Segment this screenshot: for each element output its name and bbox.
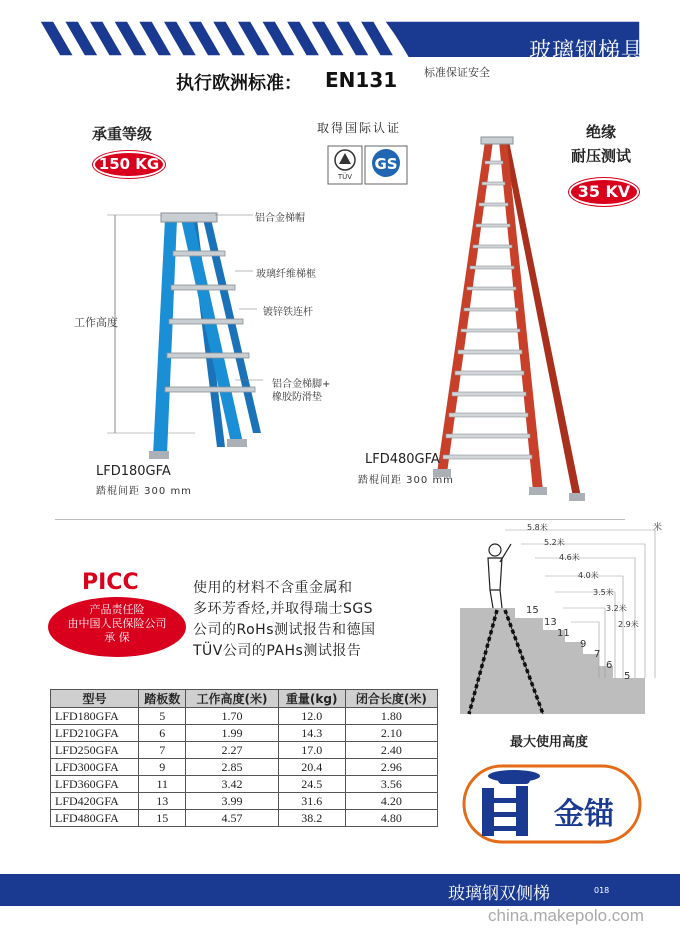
table-row [51, 759, 438, 776]
brand-name: 金锚 [554, 797, 614, 832]
picc-badge-line3: 承 保 [104, 631, 130, 644]
materials-line3: 公司的RoHs测试报告和德国 [193, 622, 376, 638]
cell-weight: 31.6 [278, 793, 345, 810]
large-ladder-model: LFD480GFA [365, 452, 440, 467]
callout-rubber-pad: 橡胶防滑垫 [272, 392, 322, 403]
height-label-4.0: 4.0米 [578, 571, 599, 580]
cell-weight: 24.5 [278, 776, 345, 793]
cell-model: LFD480GFA [51, 810, 139, 827]
cell-steps: 11 [139, 776, 186, 793]
table-row [51, 725, 438, 742]
small-ladder-spacing: 踏棍间距 300 mm [96, 486, 192, 497]
max-height-caption: 最大使用高度 [510, 735, 589, 750]
max-height-diagram [455, 518, 670, 718]
spec-table [50, 689, 438, 827]
header-steps: 踏板数 [139, 690, 186, 708]
cell-steps: 7 [139, 742, 186, 759]
height-label-2.9: 2.9米 [618, 620, 639, 629]
cell-weight: 14.3 [278, 725, 345, 742]
table-row [51, 708, 438, 725]
cell-steps: 6 [139, 725, 186, 742]
load-rating-badge: 150 KG [93, 151, 165, 178]
large-ladder-spacing: 踏棍间距 300 mm [358, 475, 454, 486]
table-row [51, 776, 438, 793]
table-header-row [51, 690, 438, 708]
height-label-4.6: 4.6米 [559, 553, 580, 562]
callout-aluminum-foot: 铝合金梯脚+ [272, 379, 331, 390]
height-label-3.2: 3.2米 [606, 604, 627, 613]
cell-working-height: 2.85 [186, 759, 278, 776]
cell-closed-length: 2.40 [345, 742, 437, 759]
step-label-13: 13 [544, 617, 557, 628]
small-ladder-model: LFD180GFA [96, 464, 171, 479]
gs-label: GS [374, 155, 398, 173]
materials-line1: 使用的材料不含重金属和 [193, 580, 353, 596]
materials-line2: 多环芳香烃,并取得瑞士SGS [193, 601, 374, 617]
height-unit-label: 米 [653, 523, 663, 533]
cell-steps: 9 [139, 759, 186, 776]
callout-steel-rod: 镀锌铁连杆 [263, 307, 313, 318]
callout-aluminum-cap: 铝合金梯帽 [255, 213, 305, 224]
height-label-5.8: 5.8米 [527, 523, 548, 532]
cell-model: LFD420GFA [51, 793, 139, 810]
footer-title: 玻璃钢双侧梯 [448, 884, 550, 904]
cell-steps: 5 [139, 708, 186, 725]
cell-model: LFD300GFA [51, 759, 139, 776]
header-model: 型号 [51, 690, 139, 708]
height-label-5.2: 5.2米 [544, 538, 565, 547]
standard-code: EN131 [325, 68, 398, 92]
table-row [51, 810, 438, 827]
table-row [51, 793, 438, 810]
callout-fiberglass-frame: 玻璃纤维梯框 [256, 269, 316, 280]
cell-weight: 38.2 [278, 810, 345, 827]
cell-weight: 17.0 [278, 742, 345, 759]
materials-line4: TÜV公司的PAHs测试报告 [193, 643, 362, 659]
picc-badge-line1: 产品责任险 [89, 603, 145, 616]
picc-insurance-badge [48, 597, 186, 657]
cell-model: LFD250GFA [51, 742, 139, 759]
cell-closed-length: 2.96 [345, 759, 437, 776]
picc-badge-line2: 由中国人民保险公司 [67, 617, 167, 630]
cell-closed-length: 4.80 [345, 810, 437, 827]
tuv-certification-icon [327, 145, 363, 185]
load-rating-title: 承重等级 [92, 125, 153, 143]
tuv-label: TÜV [337, 173, 353, 181]
header-weight: 重量(kg) [278, 690, 345, 708]
cell-working-height: 2.27 [186, 742, 278, 759]
cell-working-height: 3.99 [186, 793, 278, 810]
insulation-title-line1: 绝缘 [586, 123, 617, 141]
header-subtitle: 标准保证安全 [424, 66, 490, 79]
header-closed-length: 闭合长度(米) [345, 690, 437, 708]
cell-closed-length: 2.10 [345, 725, 437, 742]
page-number: 018 [594, 886, 610, 895]
footer-band [0, 874, 680, 906]
cell-model: LFD360GFA [51, 776, 139, 793]
cell-weight: 12.0 [278, 708, 345, 725]
page-title: 玻璃钢梯具 [528, 39, 644, 64]
cell-working-height: 1.70 [186, 708, 278, 725]
header-working-height: 工作高度(米) [186, 690, 278, 708]
cell-model: LFD180GFA [51, 708, 139, 725]
red-stepladder-image [425, 135, 595, 505]
insulation-voltage-badge: 35 KV [569, 178, 639, 206]
cell-weight: 20.4 [278, 759, 345, 776]
cell-working-height: 3.42 [186, 776, 278, 793]
step-label-11: 11 [557, 628, 570, 639]
step-label-15: 15 [526, 605, 539, 616]
cell-working-height: 4.57 [186, 810, 278, 827]
cell-model: LFD210GFA [51, 725, 139, 742]
cell-closed-length: 4.20 [345, 793, 437, 810]
step-label-6: 6 [606, 660, 613, 671]
cell-steps: 13 [139, 793, 186, 810]
watermark: china.makepolo.com [488, 906, 644, 925]
working-height-label: 工作高度 [74, 316, 118, 329]
cell-closed-length: 1.80 [345, 708, 437, 725]
blue-stepladder-image [85, 205, 275, 465]
step-label-5: 5 [624, 671, 631, 682]
table-row [51, 742, 438, 759]
cell-closed-length: 3.56 [345, 776, 437, 793]
jinmao-brand-logo [462, 764, 642, 844]
gs-certification-icon [364, 145, 408, 185]
cell-steps: 15 [139, 810, 186, 827]
height-label-3.5: 3.5米 [593, 588, 614, 597]
standard-label: 执行欧洲标准： [176, 73, 302, 94]
insulation-title-line2: 耐压测试 [571, 147, 632, 165]
picc-title: PICC [82, 570, 139, 595]
step-label-9: 9 [580, 639, 587, 650]
certification-title: 取得国际认证 [317, 121, 402, 135]
cell-working-height: 1.99 [186, 725, 278, 742]
step-label-7: 7 [594, 649, 601, 660]
